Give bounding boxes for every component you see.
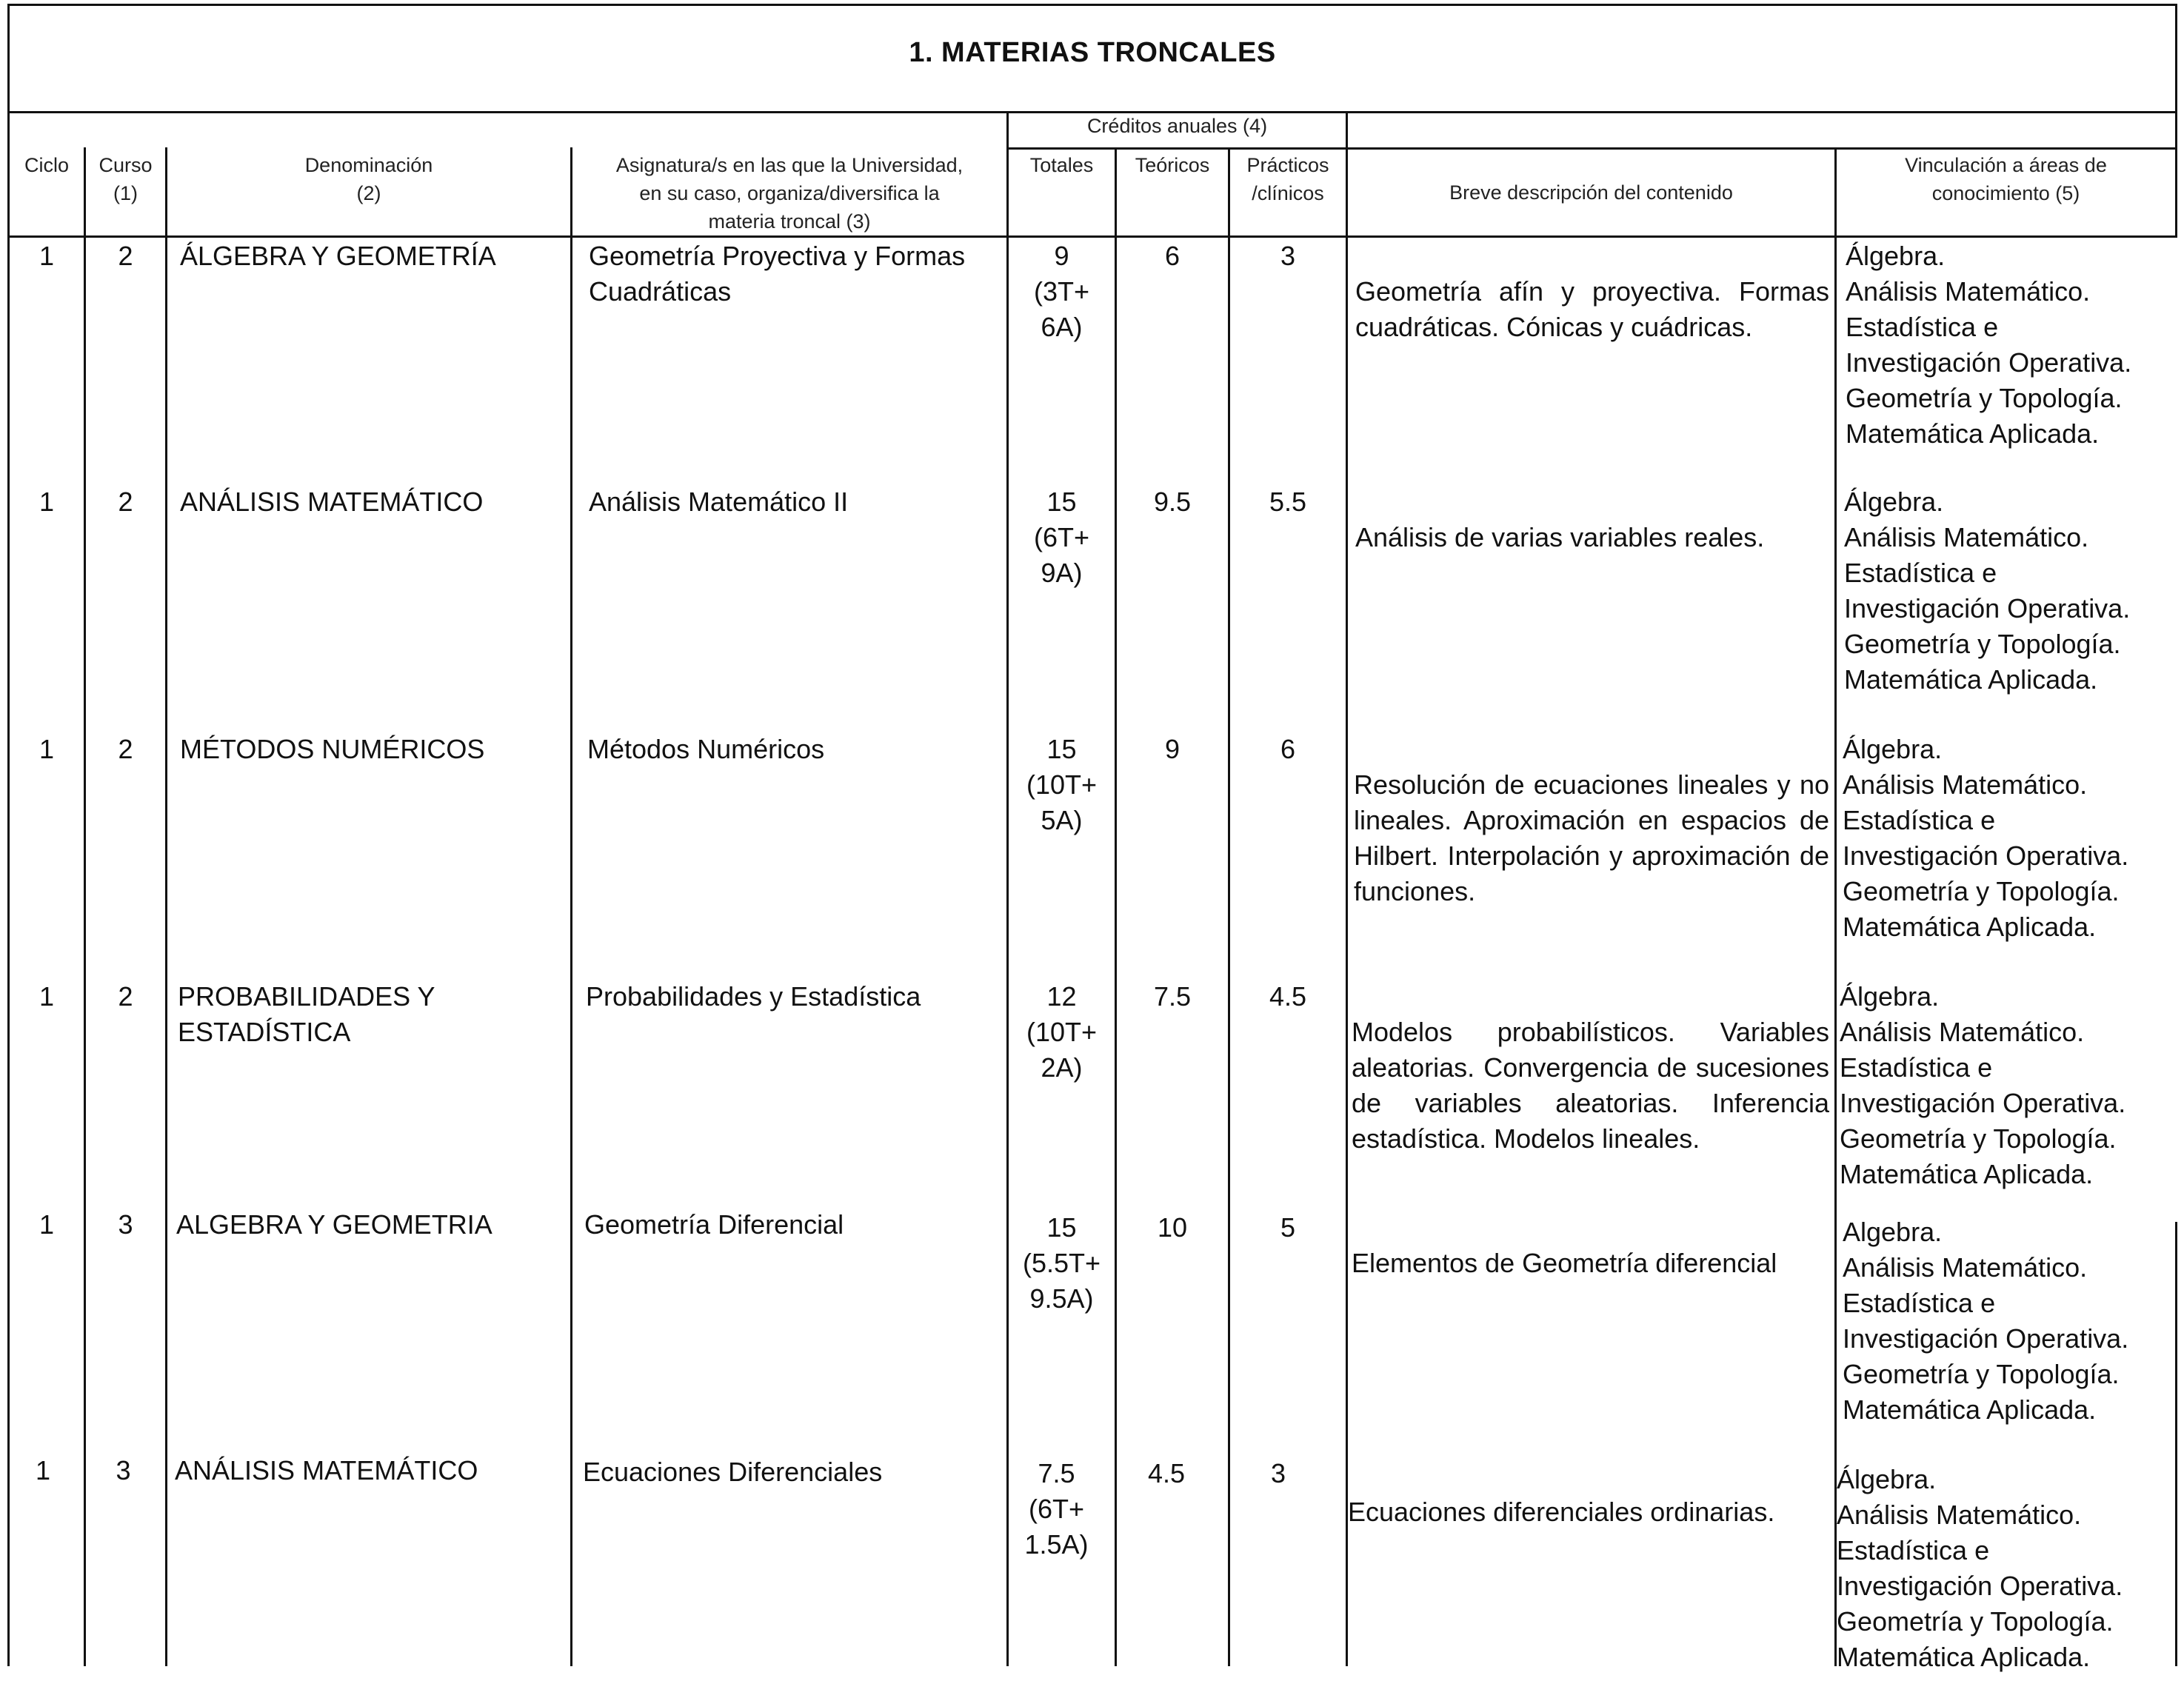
row-1-descripcion [1355, 238, 1829, 381]
row-3-totales: 15 (10T+ 5A) [1026, 734, 1098, 835]
row-6-teoricos: 4.5 [1147, 1458, 1186, 1488]
row-4-denominacion: PROBABILIDADES Y ESTADÍSTICA [178, 981, 435, 1047]
row-2-teoricos: 9.5 [1153, 487, 1192, 517]
row-3-ciclo: 1 [39, 734, 55, 764]
row-4-descripcion-text: Modelos probabilísticos. Variables aleatorias. Convergencia de sucesiones de variables aleatorias. Inferencia estadística. Modelos lineales. [1352, 1017, 1829, 1154]
row-5-descripcion [1352, 1210, 1829, 1281]
row-4-vinculacion: Álgebra. Análisis Matemático. Estadística e Investigación Operativa. Geometría y Topología. Matemática Aplicada. [1840, 981, 2126, 1189]
header-vinculacion: Vinculación a áreas de conocimiento (5) [1905, 154, 2107, 204]
row-2-curso: 2 [118, 487, 133, 517]
col-sep-ciclo-curso [84, 147, 86, 1666]
row-3-denominacion: MÉTODOS NUMÉRICOS [180, 734, 485, 764]
row-5-practicos: 5 [1280, 1212, 1296, 1243]
row-6-descripcion [1348, 1459, 1826, 1530]
header-practicos: Prácticos /clínicos [1246, 154, 1329, 204]
row-3-teoricos: 9 [1164, 734, 1181, 764]
header-teoricos: Teóricos [1135, 154, 1210, 176]
row-2-denominacion: ANÁLISIS MATEMÁTICO [180, 487, 484, 517]
row-5-totales: 15 (5.5T+ 9.5A) [1022, 1212, 1101, 1314]
row-6-totales: 7.5 (6T+ 1.5A) [1024, 1458, 1089, 1560]
row-6-descripcion-text: Ecuaciones diferenciales ordinarias. [1348, 1497, 1775, 1527]
row-3-descripcion-text: Resolución de ecuaciones lineales y no lineales. Aproximación en espacios de Hilbert. Interpolación y aproximación de funciones. [1354, 769, 1829, 906]
table-border-right-header [2175, 111, 2177, 238]
table-border-top [7, 4, 2177, 6]
col-sep-totales-teoricos [1115, 147, 1117, 1666]
row-3-asignatura: Métodos Numéricos [587, 734, 825, 764]
row-3-practicos: 6 [1280, 734, 1296, 764]
row-6-curso: 3 [116, 1455, 131, 1486]
row-6-practicos: 3 [1270, 1458, 1286, 1488]
header-asignatura: Asignatura/s en las que la Universidad, en su caso, organiza/diversifica la materia troncal (3) [615, 154, 964, 233]
row-1-denominacion: ÁLGEBRA Y GEOMETRÍA [180, 241, 496, 271]
row-4-descripcion [1352, 979, 1829, 1192]
row-6-denominacion: ANÁLISIS MATEMÁTICO [175, 1455, 478, 1486]
row-5-ciclo: 1 [39, 1209, 55, 1240]
row-3-curso: 2 [118, 734, 133, 764]
row-4-practicos: 4.5 [1269, 981, 1307, 1012]
row-1-descripcion-text: Geometría afín y proyectiva. Formas cuadráticas. Cónicas y cuádricas. [1355, 276, 1829, 342]
col-sep-teoricos-practicos [1228, 147, 1230, 1666]
col-sep-descripcion-vinculacion [1834, 147, 1837, 1666]
row-2-practicos: 5.5 [1269, 487, 1307, 517]
row-1-totales: 9 (3T+ 6A) [1033, 241, 1090, 342]
row-1-ciclo: 1 [39, 241, 55, 271]
row-4-teoricos: 7.5 [1153, 981, 1192, 1012]
row-4-curso: 2 [118, 981, 133, 1012]
col-sep-denominacion-asignatura [570, 147, 572, 1666]
row-2-ciclo: 1 [39, 487, 55, 517]
col-sep-curso-denominacion [165, 147, 167, 1666]
header-ciclo: Ciclo [24, 154, 69, 176]
row-1-asignatura: Geometría Proyectiva y Formas Cuadráticas [589, 241, 966, 307]
row-2-descripcion-text: Análisis de varias variables reales. [1355, 522, 1765, 552]
row-5-descripcion-text: Elementos de Geometría diferencial [1352, 1248, 1777, 1278]
row-2-totales: 15 (6T+ 9A) [1033, 487, 1090, 588]
row-5-denominacion: ALGEBRA Y GEOMETRIA [176, 1209, 492, 1240]
row-1-curso: 2 [118, 241, 133, 271]
row-6-ciclo: 1 [35, 1455, 51, 1486]
page-title: 1. MATERIAS TRONCALES [909, 37, 1276, 68]
table-border-right-body [2175, 1222, 2177, 1666]
header-curso: Curso (1) [98, 154, 153, 204]
row-4-ciclo: 1 [39, 981, 55, 1012]
row-3-descripcion [1354, 732, 1829, 945]
row-1-practicos: 3 [1280, 241, 1296, 271]
row-4-asignatura: Probabilidades y Estadística [586, 981, 921, 1012]
header-totales: Totales [1029, 154, 1094, 176]
row-2-vinculacion: Álgebra. Análisis Matemático. Estadística e Investigación Operativa. Geometría y Topología. Matemática Aplicada. [1844, 487, 2131, 695]
col-sep-practicos-descripcion [1346, 111, 1348, 1666]
header-descripcion: Breve descripción del contenido [1449, 181, 1733, 204]
header-creditos-anuales: Créditos anuales (4) [1086, 115, 1268, 137]
row-5-teoricos: 10 [1157, 1212, 1188, 1243]
row-2-asignatura: Análisis Matemático II [589, 487, 849, 517]
header-bottom-rule [7, 235, 2177, 238]
row-6-vinculacion: Álgebra. Análisis Matemático. Estadística e Investigación Operativa. Geometría y Topología. Matemática Aplicada. [1837, 1464, 2123, 1672]
row-3-vinculacion: Álgebra. Análisis Matemático. Estadística e Investigación Operativa. Geometría y Topología. Matemática Aplicada. [1843, 734, 2129, 942]
row-4-totales: 12 (10T+ 2A) [1026, 981, 1098, 1083]
row-5-vinculacion: Algebra. Análisis Matemático. Estadística e Investigación Operativa. Geometría y Topología. Matemática Aplicada. [1843, 1217, 2129, 1425]
row-1-vinculacion: Álgebra. Análisis Matemático. Estadística e Investigación Operativa. Geometría y Topología. Matemática Aplicada. [1846, 241, 2132, 449]
row-5-curso: 3 [118, 1209, 133, 1240]
row-6-asignatura: Ecuaciones Diferenciales [583, 1457, 883, 1487]
header-denominacion: Denominación (2) [304, 154, 433, 204]
row-5-asignatura: Geometría Diferencial [584, 1209, 844, 1240]
row-2-descripcion [1355, 484, 1829, 591]
row-1-teoricos: 6 [1164, 241, 1181, 271]
